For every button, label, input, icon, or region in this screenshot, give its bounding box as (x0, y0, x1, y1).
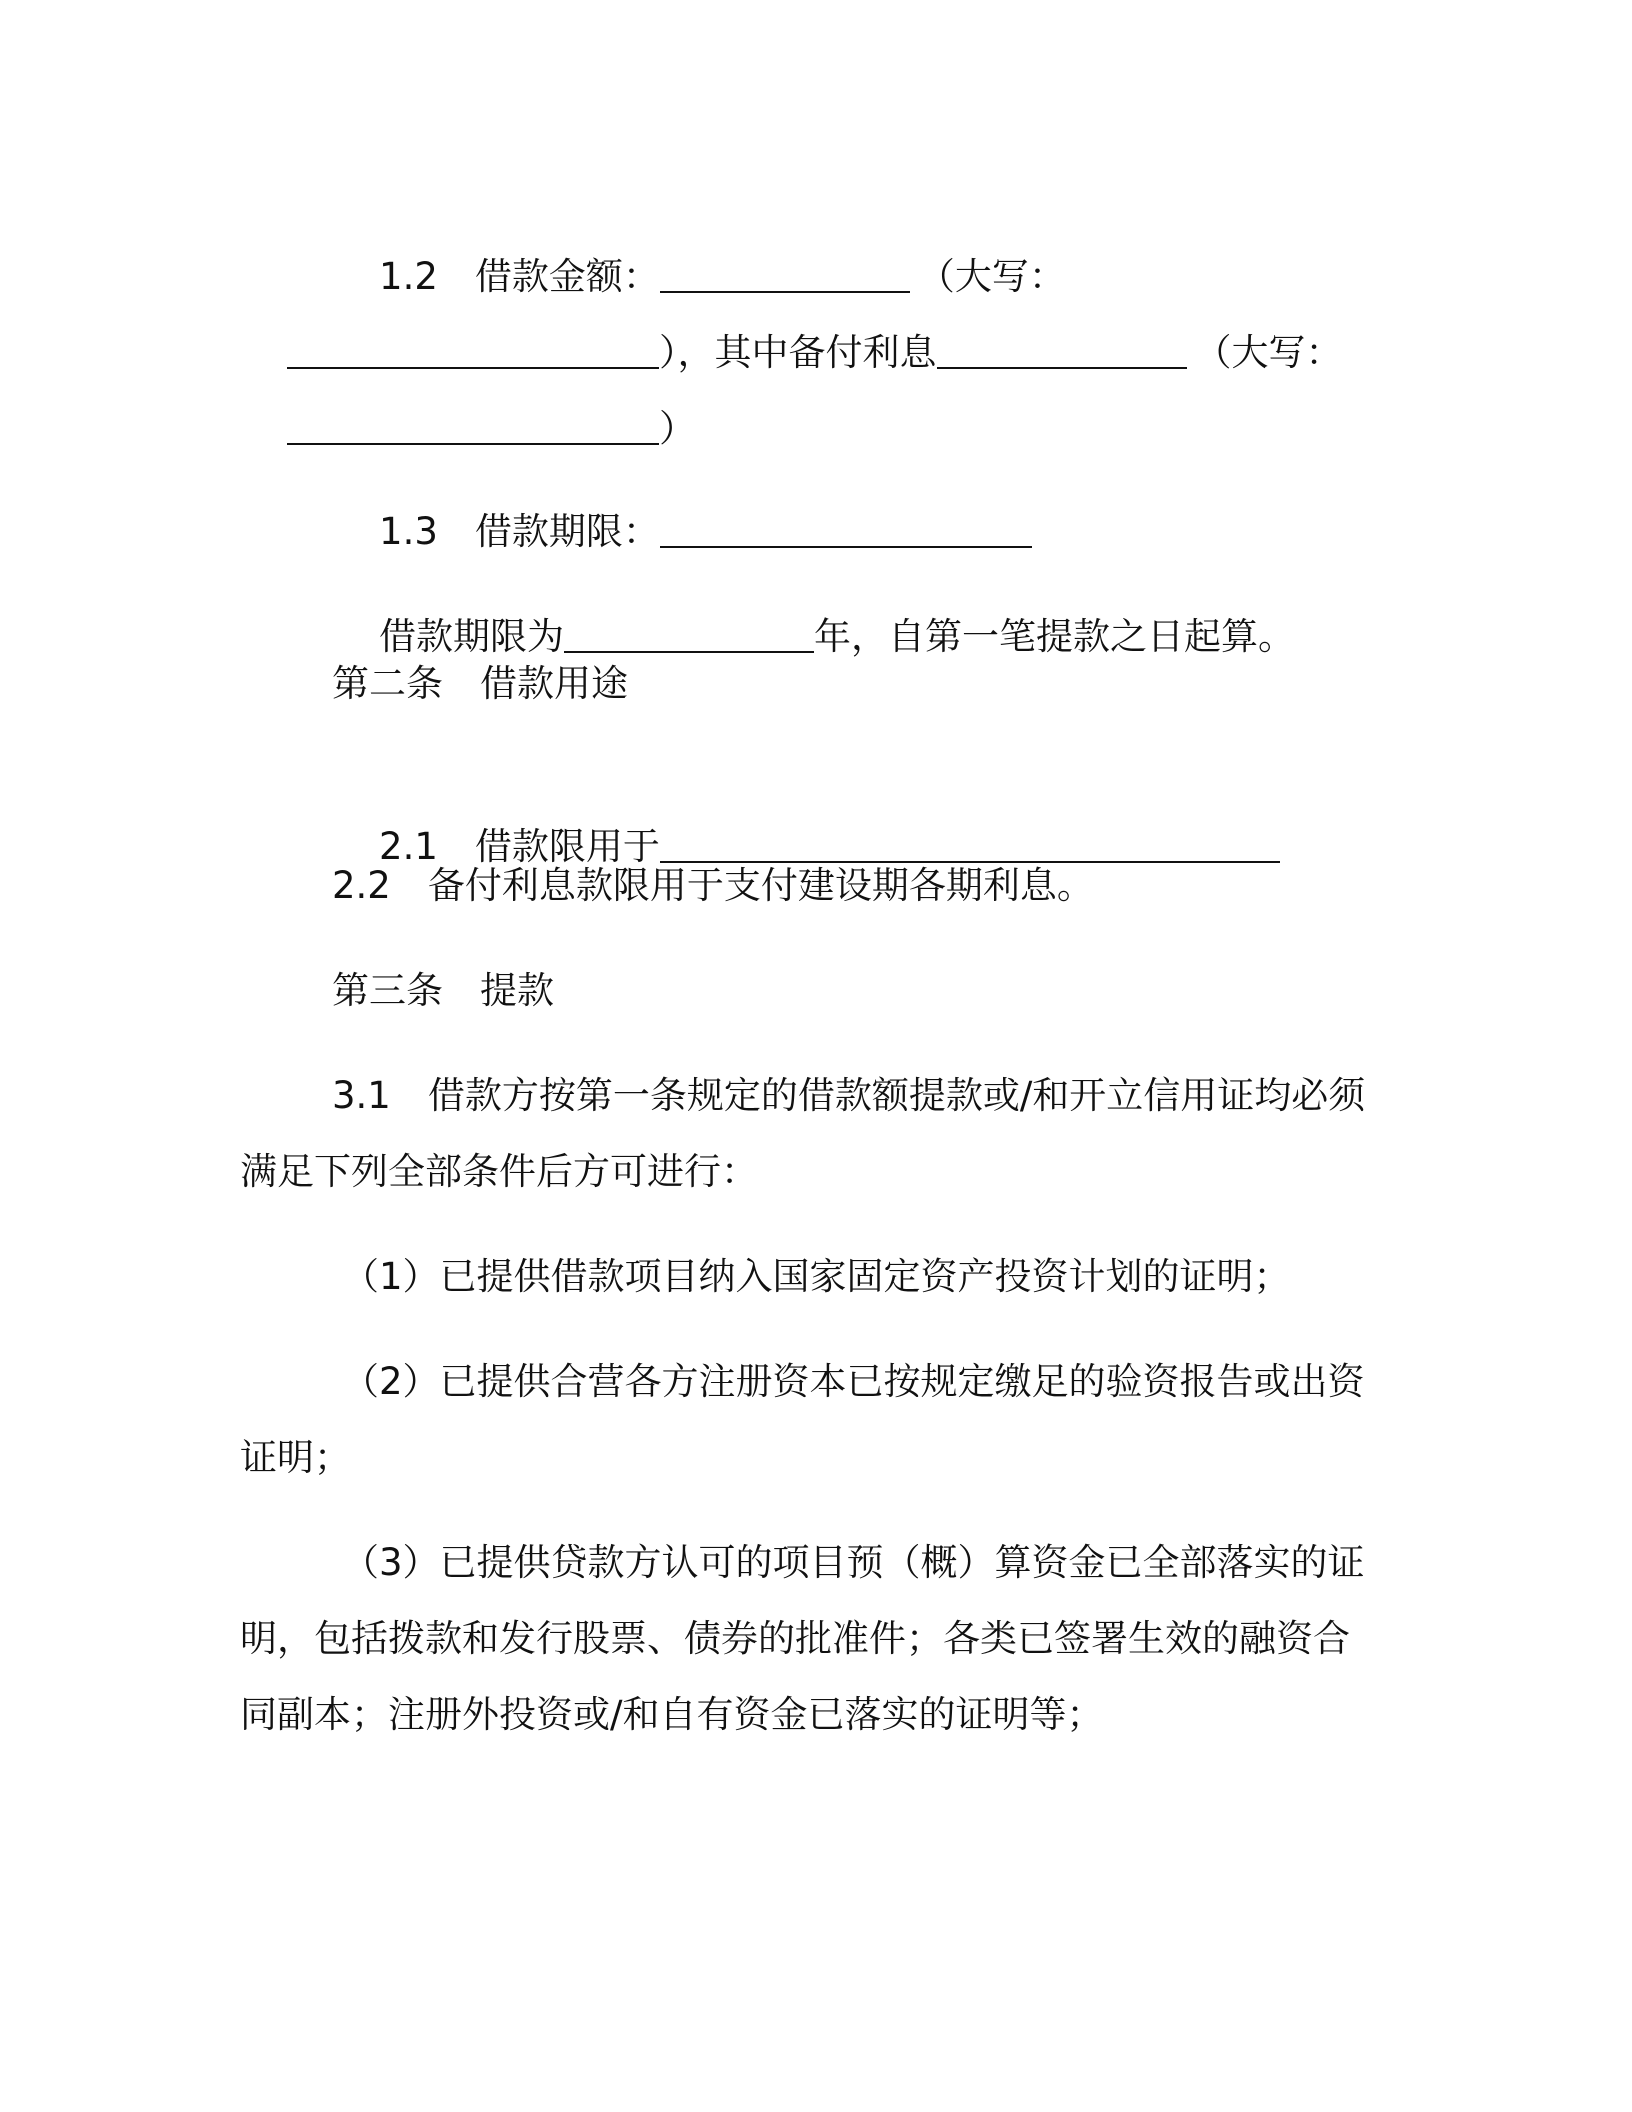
loan-term-blank (660, 514, 1032, 548)
close-paren: ） (659, 407, 697, 450)
condition-1: （1）已提供借款项目纳入国家固定资产投资计划的证明； (342, 1255, 1291, 1298)
capital-label: （大写： (917, 255, 1066, 298)
loan-term-years-blank (564, 619, 814, 653)
reserve-interest-text: ），其中备付利息 (659, 331, 937, 374)
condition-3-line-1: （3）已提供贷款方认可的项目预（概）算资金已全部落实的证 (342, 1541, 1365, 1584)
article-3-title: 第三条 提款 (332, 969, 554, 1012)
loan-term-suffix: 年，自第一笔提款之日起算。 (814, 615, 1296, 658)
clause-2-2: 2.2 备付利息款限用于支付建设期各期利息。 (332, 864, 1094, 907)
reserve-interest-capital-blank (287, 411, 659, 445)
clause-1-2-label: 1.2 借款金额： (379, 255, 660, 298)
condition-3-line-2: 明，包括拨款和发行股票、债券的批准件；各类已签署生效的融资合 (240, 1617, 1350, 1660)
reserve-interest-blank (937, 335, 1187, 369)
clause-2-1-label: 2.1 借款限用于 (379, 825, 660, 868)
capital-label-2: （大写： (1194, 331, 1343, 374)
loan-term-prefix: 借款期限为 (379, 615, 565, 658)
clause-3-1-line-2: 满足下列全部条件后方可进行： (240, 1150, 758, 1193)
condition-2-line-2: 证明； (240, 1436, 351, 1479)
article-2-title: 第二条 借款用途 (332, 662, 628, 705)
condition-3-line-3: 同副本；注册外投资或/和自有资金已落实的证明等； (240, 1693, 1104, 1736)
condition-2-line-1: （2）已提供合营各方注册资本已按规定缴足的验资报告或出资 (342, 1360, 1365, 1403)
clause-3-1-line-1: 3.1 借款方按第一条规定的借款额提款或/和开立信用证均必须 (332, 1074, 1366, 1117)
clause-1-3-label: 1.3 借款期限： (379, 510, 660, 553)
